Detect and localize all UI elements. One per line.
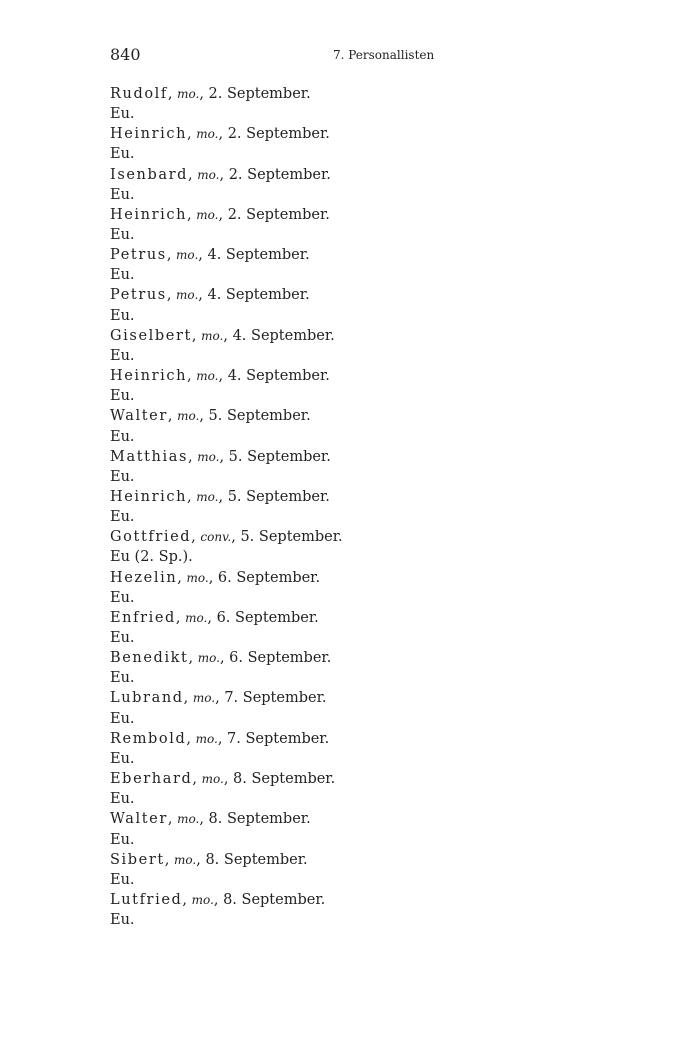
person-name: Isenbard	[110, 166, 189, 183]
entry-heading: Walter, mo., 8. September.	[110, 811, 311, 828]
death-date: 4. September.	[207, 287, 310, 304]
death-date: 8. September.	[208, 811, 311, 828]
source-ref: Eu.	[110, 186, 135, 203]
list-item	[110, 608, 343, 648]
source-ref: Eu.	[110, 871, 135, 888]
person-role: mo.	[196, 489, 219, 504]
person-role: mo.	[174, 852, 197, 867]
list-item	[110, 850, 343, 890]
list-item	[110, 809, 343, 849]
death-date: 4. September.	[227, 368, 330, 385]
person-role: mo.	[201, 328, 224, 343]
person-role: mo.	[197, 449, 220, 464]
entry-heading: Lubrand, mo., 7. September.	[110, 690, 327, 707]
person-role: mo.	[185, 610, 208, 625]
source-ref: Eu.	[110, 468, 135, 485]
person-name: Enfried	[110, 609, 176, 626]
source-ref: Eu.	[110, 791, 135, 808]
source-ref: Eu.	[110, 710, 135, 727]
death-date: 2. September.	[208, 86, 311, 102]
list-item	[110, 648, 343, 688]
death-date: 4. September.	[207, 247, 310, 264]
death-date: 7. September.	[227, 730, 330, 747]
person-name: Sibert	[110, 851, 165, 868]
list-item	[110, 165, 343, 205]
entry-heading: Benedikt, mo., 6. September.	[110, 650, 332, 667]
person-name: Lutfried	[110, 891, 183, 908]
death-date: 5. September.	[240, 529, 343, 546]
person-name: Heinrich	[110, 368, 188, 385]
entry-heading: Sibert, mo., 8. September.	[110, 851, 308, 868]
entry-heading: Heinrich, mo., 2. September.	[110, 206, 330, 223]
death-date: 8. September.	[205, 851, 308, 868]
list-item	[110, 487, 343, 527]
running-head: 7. Personallisten	[333, 48, 435, 62]
entry-heading: Heinrich, mo., 5. September.	[110, 488, 330, 505]
death-date: 5. September.	[227, 488, 330, 505]
list-item	[110, 205, 343, 245]
list-item	[110, 729, 343, 769]
person-role: mo.	[191, 892, 214, 907]
entry-heading: Eberhard, mo., 8. September.	[110, 771, 336, 788]
list-item	[110, 447, 343, 487]
list-item	[110, 406, 343, 446]
death-date: 7. September.	[224, 690, 327, 707]
list-item	[110, 366, 343, 406]
entry-list	[110, 84, 343, 930]
person-role: mo.	[201, 772, 224, 787]
person-role: mo.	[192, 691, 216, 706]
person-role: mo.	[176, 288, 199, 303]
source-ref: Eu (2. Sp.).	[110, 549, 193, 566]
person-name: Heinrich	[110, 126, 188, 143]
entry-heading: Matthias, mo., 5. September.	[110, 448, 331, 465]
entry-heading: Enfried, mo., 6. September.	[110, 609, 319, 626]
entry-heading: Petrus, mo., 4. September.	[110, 247, 310, 264]
person-name: Giselbert	[110, 327, 192, 344]
source-ref: Eu.	[110, 227, 135, 244]
list-item	[110, 124, 343, 164]
source-ref: Eu.	[110, 146, 135, 163]
person-name: Rembold	[110, 730, 187, 747]
source-ref: Eu.	[110, 509, 135, 526]
source-ref: Eu.	[110, 750, 135, 767]
list-item	[110, 568, 343, 608]
list-item	[110, 527, 343, 567]
person-role: mo.	[177, 812, 200, 827]
person-name: Petrus	[110, 287, 167, 304]
entry-heading: Rudolf, mo., 2. September.	[110, 86, 311, 102]
entry-heading: Gottfried, conv., 5. September.	[110, 529, 343, 546]
source-ref: Eu.	[110, 267, 135, 284]
death-date: 2. September.	[227, 206, 330, 223]
source-ref: Eu.	[110, 589, 135, 606]
source-ref: Eu.	[110, 670, 135, 687]
list-item	[110, 245, 343, 285]
source-ref: Eu.	[110, 831, 135, 848]
person-role: mo.	[196, 127, 219, 142]
person-name: Heinrich	[110, 206, 188, 223]
person-role: conv.	[200, 530, 232, 545]
person-role: mo.	[195, 731, 218, 746]
source-ref: Eu.	[110, 428, 135, 445]
entry-heading: Giselbert, mo., 4. September.	[110, 327, 335, 344]
entry-heading: Lutfried, mo., 8. September.	[110, 891, 326, 908]
person-role: mo.	[177, 409, 200, 424]
person-name: Eberhard	[110, 771, 193, 788]
person-role: mo.	[176, 248, 199, 263]
page-number: 840	[110, 45, 141, 64]
entry-heading: Heinrich, mo., 4. September.	[110, 368, 330, 385]
death-date: 2. September.	[227, 126, 330, 143]
source-ref: Eu.	[110, 347, 135, 364]
list-item	[110, 890, 343, 930]
person-role: mo.	[197, 651, 220, 666]
person-name: Benedikt	[110, 650, 189, 667]
source-ref: Eu.	[110, 106, 135, 123]
person-name: Rudolf	[110, 86, 168, 102]
person-role: mo.	[196, 207, 219, 222]
death-date: 6. September.	[229, 650, 332, 667]
list-item	[110, 285, 343, 325]
person-name: Heinrich	[110, 488, 188, 505]
death-date: 6. September.	[217, 569, 321, 586]
person-role: mo.	[196, 369, 219, 384]
death-date: 8. September.	[223, 891, 326, 908]
person-name: Matthias	[110, 448, 189, 465]
entry-heading: Heinrich, mo., 2. September.	[110, 126, 330, 143]
person-name: Walter	[110, 811, 168, 828]
source-ref: Eu.	[110, 307, 135, 324]
death-date: 8. September.	[233, 771, 336, 788]
person-name: Petrus	[110, 247, 167, 264]
person-role: mo.	[186, 570, 209, 585]
person-name: Lubrand	[110, 690, 184, 707]
source-ref: Eu.	[110, 912, 135, 929]
death-date: 5. September.	[228, 448, 331, 465]
person-name: Hezelin	[110, 569, 178, 586]
list-item	[110, 84, 343, 124]
list-item	[110, 688, 343, 728]
person-role: mo.	[197, 167, 220, 182]
list-item	[110, 769, 343, 809]
entry-heading: Walter, mo., 5. September.	[110, 408, 311, 425]
person-role: mo.	[177, 87, 200, 101]
entry-heading: Petrus, mo., 4. September.	[110, 287, 310, 304]
source-ref: Eu.	[110, 630, 135, 647]
person-name: Gottfried	[110, 529, 192, 546]
death-date: 2. September.	[228, 166, 331, 183]
death-date: 5. September.	[208, 408, 311, 425]
list-item	[110, 326, 343, 366]
source-ref: Eu.	[110, 388, 135, 405]
entry-heading: Isenbard, mo., 2. September.	[110, 166, 331, 183]
entry-heading: Rembold, mo., 7. September.	[110, 730, 330, 747]
entry-heading: Hezelin, mo., 6. September.	[110, 569, 321, 586]
person-name: Walter	[110, 408, 168, 425]
death-date: 4. September.	[232, 327, 335, 344]
death-date: 6. September.	[216, 609, 319, 626]
